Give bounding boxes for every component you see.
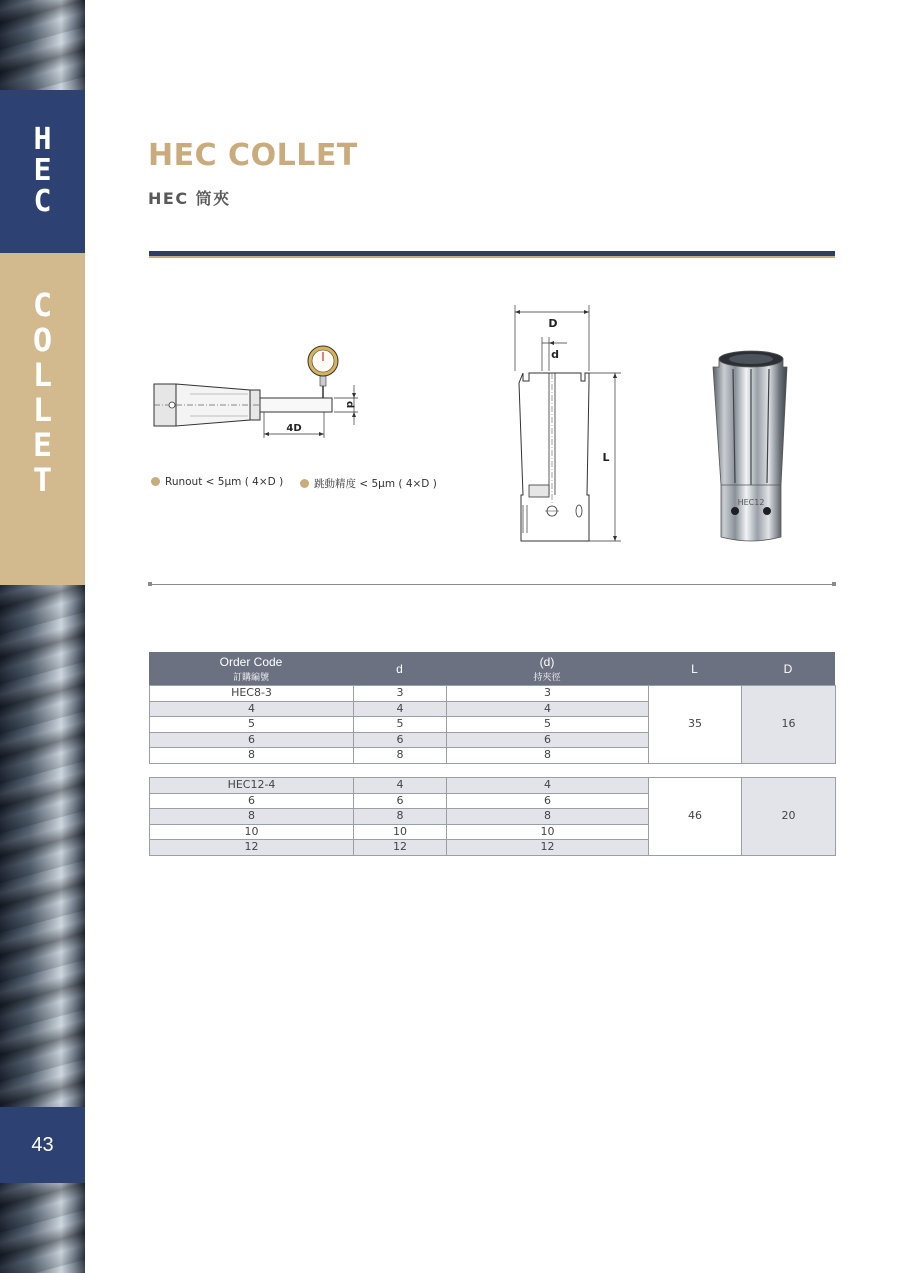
- spec-table-group-2: [149, 777, 836, 856]
- sidebar-metal-texture: [0, 1183, 85, 1273]
- sidebar-section-label: H E C: [33, 122, 52, 219]
- table-row: HEC12-4 4 4 46 20: [150, 778, 836, 794]
- cell-D: 20: [742, 778, 836, 856]
- table-row: HEC8-3 3 3 35 16: [150, 686, 836, 702]
- page-title: HEC COLLET: [148, 138, 358, 173]
- legend-item-runout: Runout < 5μm ( 4×D ): [151, 476, 283, 488]
- sidebar: [0, 0, 85, 1273]
- sidebar-title-label: C O L L E T: [32, 286, 53, 499]
- dimension-4d-label: 4D: [286, 423, 302, 434]
- divider-endpoint: [148, 582, 152, 586]
- divider-endpoint: [832, 582, 836, 586]
- cell-L: 46: [649, 778, 742, 856]
- section-divider: [149, 584, 835, 585]
- dimension-d-label: d: [344, 401, 355, 409]
- legend-item-runout-zh: 跳動精度 < 5μm ( 4×D ): [300, 476, 437, 491]
- table-row: 6 6 6: [150, 793, 836, 809]
- table-row: 4 4 4: [150, 701, 836, 717]
- sidebar-metal-texture: [0, 585, 85, 1107]
- header-clamping-diameter: (d) 持夾徑: [533, 654, 561, 682]
- spec-table-group-1: [149, 685, 836, 764]
- table-row: 10 10 10: [150, 824, 836, 840]
- header-d: d: [396, 661, 403, 676]
- cell-L: 35: [649, 686, 742, 764]
- table-row: 8 8 8: [150, 748, 836, 764]
- header-D: D: [783, 661, 793, 676]
- dimension-L-label: L: [602, 451, 610, 464]
- dimension-d-small-label: d: [551, 348, 559, 361]
- header-L: L: [691, 661, 698, 676]
- table-row: 12 12 12: [150, 840, 836, 856]
- title-divider-accent: [149, 256, 835, 258]
- page-subtitle: HEC 筒夾: [148, 189, 231, 208]
- table-row: 8 8 8: [150, 809, 836, 825]
- bullet-icon: [151, 477, 160, 486]
- bullet-icon: [300, 479, 309, 488]
- table-header: [149, 652, 835, 685]
- header-order-code: Order Code 訂購編號: [219, 654, 283, 682]
- engraving-text: HEC12: [737, 498, 765, 507]
- table-row: 6 6 6: [150, 732, 836, 748]
- collet-product-image: [705, 345, 797, 545]
- cell-D: 16: [742, 686, 836, 764]
- table-row: 5 5 5: [150, 717, 836, 733]
- collet-section-drawing: [505, 305, 635, 550]
- runout-diagram: [150, 340, 370, 440]
- sidebar-metal-texture: [0, 0, 85, 90]
- page-number: 43: [31, 1134, 54, 1156]
- dimension-D-label: D: [548, 317, 558, 330]
